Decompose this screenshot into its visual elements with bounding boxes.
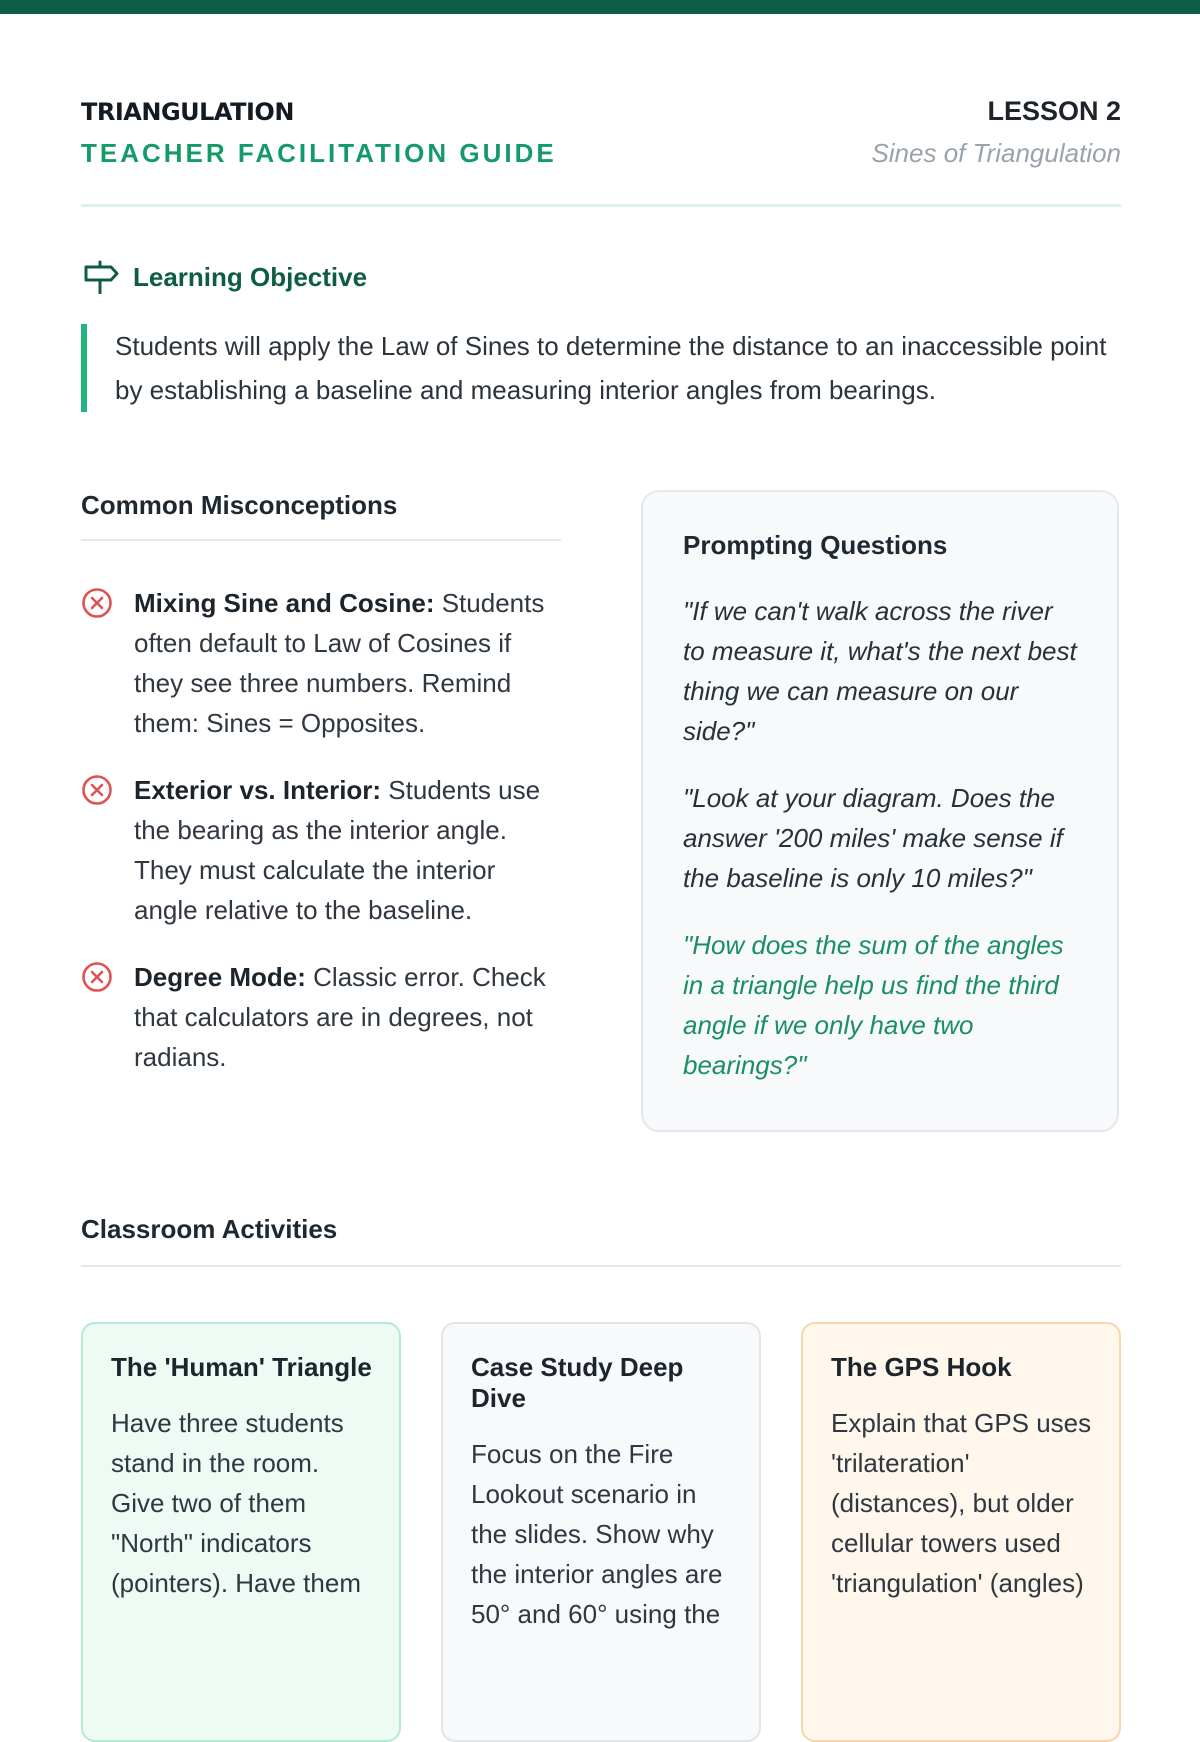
activity-card-title: The 'Human' Triangle	[111, 1352, 372, 1382]
objective-title: Learning Objective	[133, 261, 368, 292]
misconception-item	[81, 770, 561, 930]
misconception-body: Students often default to Law of Cosines if they see three numbers. Remind them: Sines = Opposites.	[134, 588, 545, 738]
activity-card-text: Explain that GPS uses 'trilateration' (distances), but older cellular towers used 'triangulation' (angles)	[831, 1408, 1092, 1598]
misconceptions-list	[81, 583, 561, 1077]
guide-title: TEACHER FACILITATION GUIDE	[81, 138, 557, 168]
objective-heading	[81, 260, 367, 294]
misconception-term: Exterior vs. Interior:	[134, 775, 382, 805]
lesson-subtitle: Sines of Triangulation	[871, 138, 1121, 168]
misconception-term: Degree Mode:	[134, 962, 306, 992]
misconception-text	[134, 957, 561, 1077]
activities-title: Classroom Activities	[81, 1214, 1121, 1267]
activity-card-gps-hook	[801, 1322, 1121, 1742]
activity-card-text: Have three students stand in the room. Give two of them "North" indicators (pointers). Have them	[111, 1408, 361, 1598]
misconception-item	[81, 957, 561, 1077]
misconception-body: Students use the bearing as the interior angle. They must calculate the interior angle relative to the baseline.	[134, 775, 541, 925]
misconception-item	[81, 583, 561, 743]
brand-title: TRIANGULATION	[81, 98, 294, 126]
activity-card-text: Focus on the Fire Lookout scenario in the slides. Show why the interior angles are 50° and 60° using the	[471, 1439, 723, 1629]
objective-text: Students will apply the Law of Sines to determine the distance to an inaccessible point by establishing a baseline and measuring interior angles from bearings.	[81, 324, 1115, 412]
prompting-questions-panel	[641, 490, 1119, 1132]
top-accent-bar	[0, 0, 1200, 14]
classroom-activities-section	[81, 1214, 1121, 1629]
prompting-questions-title: Prompting Questions	[683, 530, 948, 560]
activity-card-human-triangle	[81, 1322, 401, 1742]
prompt-question: "Look at your diagram. Does the answer '200 miles' make sense if the baseline is only 10 miles?"	[683, 783, 1063, 893]
x-circle-icon	[81, 587, 113, 619]
misconception-text	[134, 770, 561, 930]
prompt-question: "If we can't walk across the river to measure it, what's the next best thing we can measure on our side?"	[683, 596, 1077, 746]
lesson-number: LESSON 2	[987, 96, 1121, 126]
misconception-body: Classic error. Check that calculators are in degrees, not radians.	[134, 962, 546, 1072]
activity-card-title: The GPS Hook	[831, 1352, 1012, 1382]
misconception-term: Mixing Sine and Cosine:	[134, 588, 435, 618]
activity-card-case-study	[441, 1322, 761, 1742]
misconceptions-title: Common Misconceptions	[81, 490, 561, 541]
activity-card-title: Case Study Deep Dive	[471, 1352, 684, 1413]
misconception-text	[134, 583, 561, 743]
misconceptions-section	[81, 490, 561, 1104]
page-header	[81, 94, 1121, 207]
signpost-icon	[81, 260, 119, 294]
x-circle-icon	[81, 774, 113, 806]
prompt-question-highlighted: "How does the sum of the angles in a triangle help us find the third angle if we only have two bearings?"	[683, 930, 1064, 1080]
x-circle-icon	[81, 961, 113, 993]
